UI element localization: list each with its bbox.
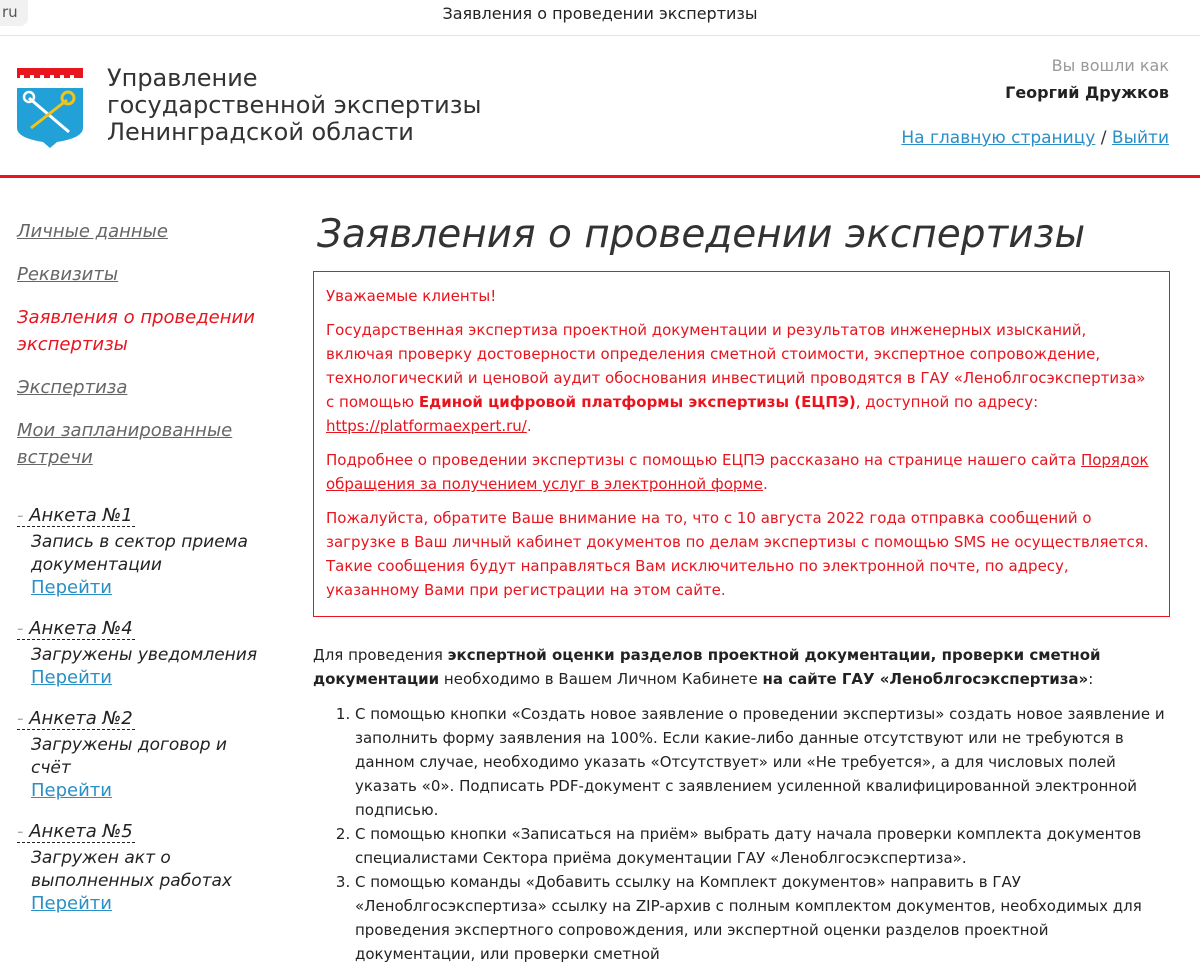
bold-text: на сайте ГАУ «Леноблгосэкспертиза» bbox=[762, 670, 1089, 688]
dash: - bbox=[17, 618, 24, 639]
user-panel bbox=[901, 56, 1169, 148]
notice-box bbox=[313, 271, 1170, 617]
intro-paragraph bbox=[313, 643, 1170, 691]
questionnaire-title[interactable] bbox=[17, 821, 135, 843]
questionnaire-status: Загружены уведомления bbox=[31, 645, 258, 665]
notice-paragraph: Пожалуйста, обратите Ваше внимание на то, что с 10 августа 2022 года отправка сообщений о загрузке в Ваш личный кабинет документов по делам экспертизы с помощью SMS не осуществляется. Такие сообщения будут направляться Вам исключительно по электронной почте, по адресу, указанному Вами при регистрации на этом сайте. bbox=[326, 509, 1149, 599]
text: , доступной по адресу: bbox=[855, 393, 1039, 411]
link-separator: / bbox=[1100, 128, 1107, 148]
text: Государственная экспертиза проектной документации и результатов инженерных изысканий, включая проверку достоверности определения сметной стоимости, экспертное сопровождение, технологический и ценовой аудит обоснования инвестиций проводятся в ГАУ «Леноблгосэкспертиза» с помощью bbox=[326, 321, 1146, 411]
notice-greeting: Уважаемые клиенты! bbox=[326, 287, 497, 305]
questionnaire-title-text: Анкета №5 bbox=[29, 821, 133, 842]
sidebar-item-applications[interactable]: Заявления о проведении экспертизы bbox=[17, 307, 255, 355]
org-line: государственной экспертизы bbox=[107, 91, 482, 119]
sidebar-item-meetings[interactable]: Мои запланированные встречи bbox=[17, 420, 233, 468]
org-line: Управление bbox=[107, 64, 258, 92]
go-link[interactable]: Перейти bbox=[31, 780, 112, 801]
questionnaire-title[interactable] bbox=[17, 708, 135, 730]
questionnaire-title[interactable] bbox=[17, 618, 135, 640]
dash: - bbox=[17, 505, 24, 526]
go-link[interactable]: Перейти bbox=[31, 577, 112, 598]
questionnaire-item bbox=[17, 708, 267, 801]
page-title: Заявления о проведении экспертизы bbox=[317, 212, 1086, 257]
org-line: Ленинградской области bbox=[107, 118, 414, 146]
text: необходимо в Вашем Личном Кабинете bbox=[439, 670, 763, 688]
bold-text: экспертной оценки разделов проектной документации, проверки сметной документации bbox=[313, 646, 1101, 688]
browser-bar bbox=[0, 0, 1200, 36]
steps-list bbox=[313, 702, 1170, 966]
questionnaire-title-text: Анкета №1 bbox=[29, 505, 133, 526]
logout-link[interactable]: Выйти bbox=[1111, 128, 1169, 148]
questionnaire-item bbox=[17, 505, 267, 598]
logged-in-label: Вы вошли как bbox=[1051, 56, 1169, 75]
text: . bbox=[762, 475, 768, 493]
instructions bbox=[313, 643, 1170, 966]
text: . bbox=[526, 417, 532, 435]
questionnaire-title[interactable] bbox=[17, 505, 135, 527]
platform-link[interactable]: https://platformaexpert.ru/ bbox=[326, 417, 527, 435]
sidebar-item-expertise[interactable]: Экспертиза bbox=[17, 377, 128, 398]
sidebar-item-requisites[interactable]: Реквизиты bbox=[17, 264, 119, 285]
platform-name: Единой цифровой платформы экспертизы (ЕЦПЭ) bbox=[418, 393, 856, 411]
go-link[interactable]: Перейти bbox=[31, 893, 112, 914]
questionnaire-status: Запись в сектор приема документации bbox=[31, 532, 248, 575]
step-item: 3. С помощью команды «Добавить ссылку на Комплект документов» направить в ГАУ «Леноблгосэкспертиза» ссылку на ZIP-архив с полным комплектом документов, необходимых для проведения экспертного сопровождения, или экспертной оценки разделов проектной документации, или проверки сметной bbox=[355, 870, 1170, 966]
organization-name bbox=[107, 65, 481, 146]
procedure-link[interactable]: Порядок обращения за получением услуг в электронной форме bbox=[326, 451, 1149, 493]
step-item: 2. С помощью кнопки «Записаться на приём» выбрать дату начала проверки комплекта документов специалистами Сектора приёма документации ГАУ «Леноблгосэкспертиза». bbox=[355, 822, 1170, 870]
step-item: 1. С помощью кнопки «Создать новое заявление о проведении экспертизы» создать новое заявление и заполнить форму заявления на 100%. Если какие-либо данные отсутствуют или не требуются в данном случае, необходимо указать «Отсутствует» или «Не требуется», а для числовых полей указать «0». Подписать PDF-документ с заявлением усиленной квалифицированной электронной подписью. bbox=[355, 702, 1170, 822]
user-name: Георгий Дружков bbox=[1005, 83, 1169, 102]
sidebar-item-personal-data[interactable]: Личные данные bbox=[17, 221, 168, 242]
notice-paragraph bbox=[326, 448, 1157, 496]
questionnaire-item bbox=[17, 821, 267, 914]
site-header bbox=[0, 36, 1200, 178]
questionnaire-title-text: Анкета №2 bbox=[29, 708, 133, 729]
dash: - bbox=[17, 821, 24, 842]
home-link[interactable]: На главную страницу bbox=[901, 128, 1096, 148]
window-title: Заявления о проведении экспертизы bbox=[442, 4, 758, 23]
questionnaire-item bbox=[17, 618, 267, 688]
go-link[interactable]: Перейти bbox=[31, 667, 112, 688]
text: Для проведения bbox=[313, 646, 448, 664]
questionnaire-status: Загружен акт о выполненных работах bbox=[31, 848, 232, 891]
sidebar bbox=[17, 218, 267, 914]
notice-paragraph bbox=[326, 318, 1157, 438]
dash: - bbox=[17, 708, 24, 729]
main-content bbox=[313, 212, 1170, 966]
text: : bbox=[1088, 670, 1094, 688]
questionnaire-status: Загружены договор и счёт bbox=[31, 735, 227, 778]
questionnaire-title-text: Анкета №4 bbox=[29, 618, 133, 639]
coat-of-arms-logo bbox=[17, 68, 83, 148]
text: Подробнее о проведении экспертизы с помощью ЕЦПЭ рассказано на странице нашего сайта bbox=[326, 451, 1081, 469]
url-pill[interactable]: ru bbox=[0, 0, 28, 26]
